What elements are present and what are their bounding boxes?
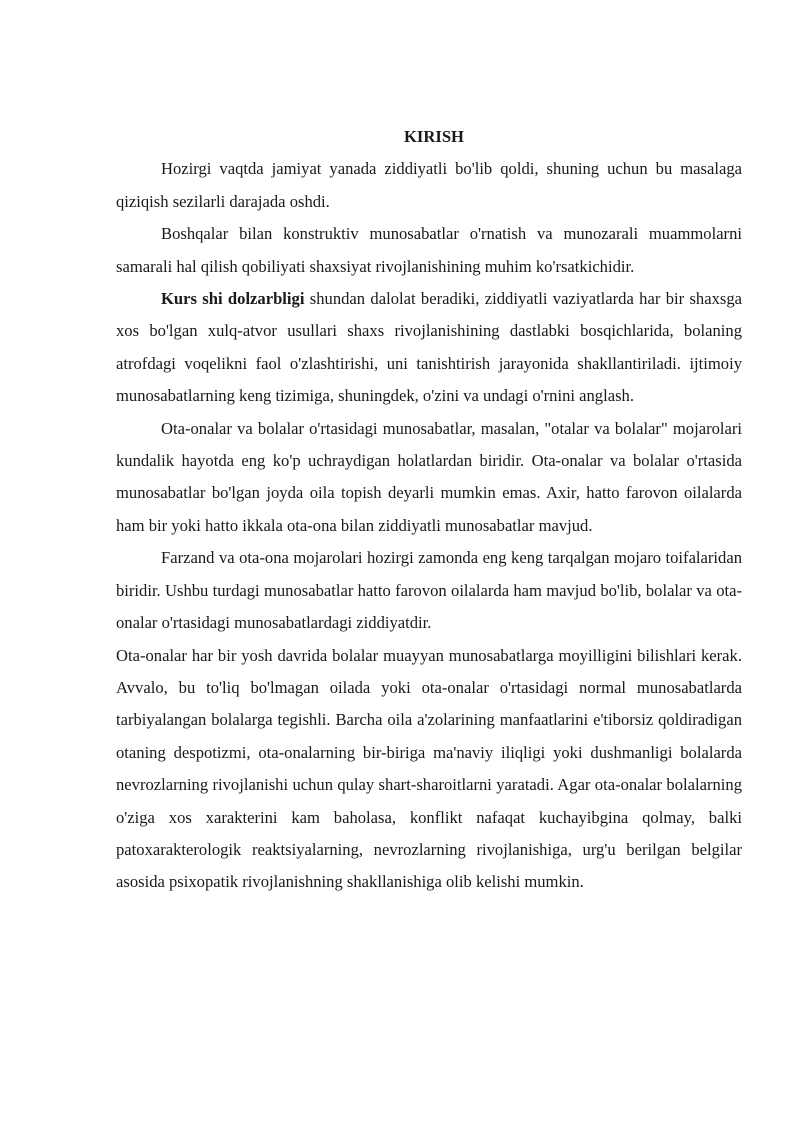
paragraph-3 bbox=[116, 283, 742, 413]
paragraph-1 bbox=[116, 153, 742, 218]
paragraph-text: Farzand va ota-ona mojarolari hozirgi zamonda eng keng tarqalgan mojaro toifalaridan biridir. Ushbu turdagi munosabatlar hatto farovon oilalarda ham mavjud bo'lib, bolalar va ota-onalar o'rtasidagi munosabatlardagi ziddiyatdir. bbox=[116, 548, 742, 633]
paragraph-text: shundan dalolat beradiki, ziddiyatli vaziyatlarda har bir shaxsga xos bo'lgan xulq-atvor usullari shaxs rivojlanishining dastlabki bosqichlarida, bolaning atrofdagi voqelikni faol o'zlashtirishi, uni tanishtirish jarayonida shakllantiriladi. ijtimoiy munosabatlarning keng tizimiga, shuningdek, o'zini va undagi o'rnini anglash. bbox=[116, 289, 742, 406]
paragraph-text: Ota-onalar har bir yosh davrida bolalar muayyan munosabatlarga moyilligini bilishlari kerak. Avvalo, bu to'liq bo'lmagan oilada yoki ota-onalar o'rtasidagi normal munosabatlarda tarbiyalangan bolalarga tegishli. Barcha oila a'zolarining manfaatlarini e'tiborsiz qoldiradigan otaning despotizmi, ota-onalarning bir-biriga ma'naviy iliqligi yoki dushmanligi bolalarda nevrozlarning rivojlanishi uchun qulay shart-sharoitlarni yaratadi. Agar ota-onalar bolalarning o'ziga xos xarakterini kam baholasa, konflikt nafaqat kuchayibgina qolmay, balki patoxarakterologik reaktsiyalarning, nevrozlarning rivojlanishiga, urg'u berilgan belgilar asosida psixopatik rivojlanishning shakllanishiga olib kelishi mumkin. bbox=[116, 645, 742, 892]
document-page bbox=[116, 121, 742, 899]
paragraph-text: Hozirgi vaqtda jamiyat yanada ziddiyatli bo'lib qoldi, shuning uchun bu masalaga qiziqish sezilarli darajada oshdi. bbox=[116, 159, 742, 211]
section-title: KIRISH bbox=[404, 127, 464, 146]
paragraph-6 bbox=[116, 640, 742, 899]
paragraph-5 bbox=[116, 542, 742, 639]
paragraph-bold-lead: Kurs shi dolzarbligi bbox=[161, 289, 305, 309]
paragraph-text: Ota-onalar va bolalar o'rtasidagi munosabatlar, masalan, "otalar va bolalar" mojarolari kundalik hayotda eng ko'p uchraydigan holatlardan biridir. Ota-onalar va bolalar o'rtasida munosabatlar bo'lgan joyda oila topish deyarli mumkin emas. Axir, hatto farovon oilalarda ham bir yoki hatto ikkala ota-ona bilan ziddiyatli munosabatlar mavjud. bbox=[116, 418, 742, 535]
paragraph-4 bbox=[116, 413, 742, 543]
paragraph-text: Boshqalar bilan konstruktiv munosabatlar o'rnatish va munozarali muammolarni samarali hal qilish qobiliyati shaxsiyat rivojlanishining muhim ko'rsatkichidir. bbox=[116, 224, 742, 276]
paragraph-2 bbox=[116, 218, 742, 283]
